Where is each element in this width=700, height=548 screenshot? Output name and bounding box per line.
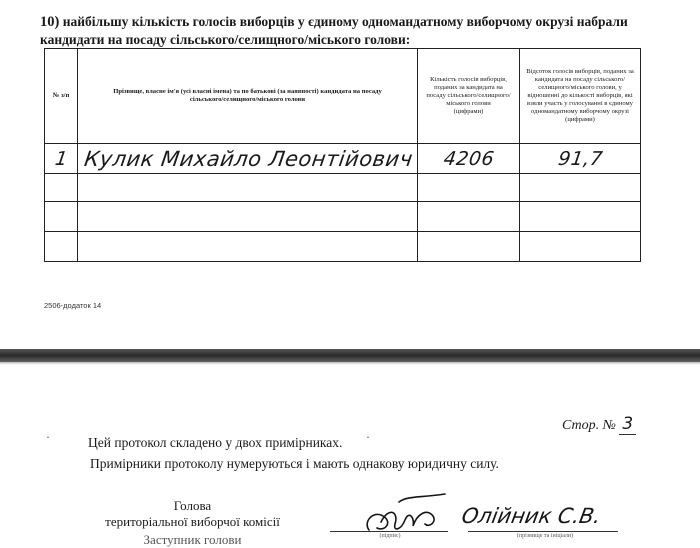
signer-name: Олійник С.В. (459, 504, 603, 528)
table-row (45, 202, 641, 232)
page-number-value: 3 (619, 414, 636, 435)
header-votes-main: Кількість голосів виборців, поданих за кандидата на посаду сільського/селищного/міського голови (426, 76, 511, 107)
table-row (45, 232, 641, 262)
header-percent-sub: (цифрами) (565, 116, 595, 123)
candidate-votes: 4206 (415, 144, 521, 174)
table-row (45, 144, 641, 174)
protocol-copies-text: Цей протокол складено у двох примірниках. (88, 435, 343, 450)
header-name: Прізвище, власне ім'я (усі власні імена) та по батькові (за наявності) кандидата на посаду сільського/селищного/міського голови (78, 49, 418, 144)
role-line1: Голова (173, 498, 212, 513)
protocol-validity-text: Примірники протоколу нумеруються і мають однакову юридичну силу. (90, 456, 499, 471)
page-number (562, 414, 636, 434)
table-header-row (45, 49, 641, 144)
role-line2: територіальної виборчої комісії (105, 514, 280, 529)
header-percent (520, 49, 641, 144)
tick-mark: · (46, 430, 50, 444)
header-votes-sub: (цифрами) (453, 108, 484, 115)
section-title (40, 13, 670, 48)
page-divider-shadow (0, 362, 700, 365)
section-number: 10) (40, 14, 60, 30)
header-number: № з/п (45, 49, 78, 144)
table-row (45, 174, 641, 202)
section-title-line2: кандидати на посаду сільського/селищного/міського голови: (40, 32, 411, 47)
tick-mark: · (366, 430, 370, 444)
signature-caption: (підпис) (379, 533, 401, 539)
section-title-line1: найбільшу кількість голосів виборців у єдиному одномандатному виборчому окрузі набрали (62, 14, 628, 29)
page-number-label: Стор. № (562, 418, 616, 433)
candidate-percent: 91,7 (517, 144, 642, 174)
document-code: 2506-додаток 14 (44, 301, 102, 310)
signature-line (330, 531, 448, 532)
name-caption: (прізвище та ініціали) (516, 533, 574, 539)
candidates-table (44, 48, 641, 262)
signature-role (95, 498, 290, 548)
header-percent-main: Відсоток голосів виборців, поданих за кандидата на посаду сільського/селищного/міського голови, у відношенні до кількості виборців, які взяли участь у голосуванні в єдиному одномандатному виборчому окрузі (526, 68, 634, 115)
candidate-name: Кулик Михайло Леонтійович (75, 144, 419, 174)
row-number: 1 (42, 144, 79, 174)
name-line (468, 531, 618, 532)
header-votes (418, 49, 520, 144)
page-divider (0, 349, 700, 362)
role-line3: Заступник голови (143, 532, 242, 547)
